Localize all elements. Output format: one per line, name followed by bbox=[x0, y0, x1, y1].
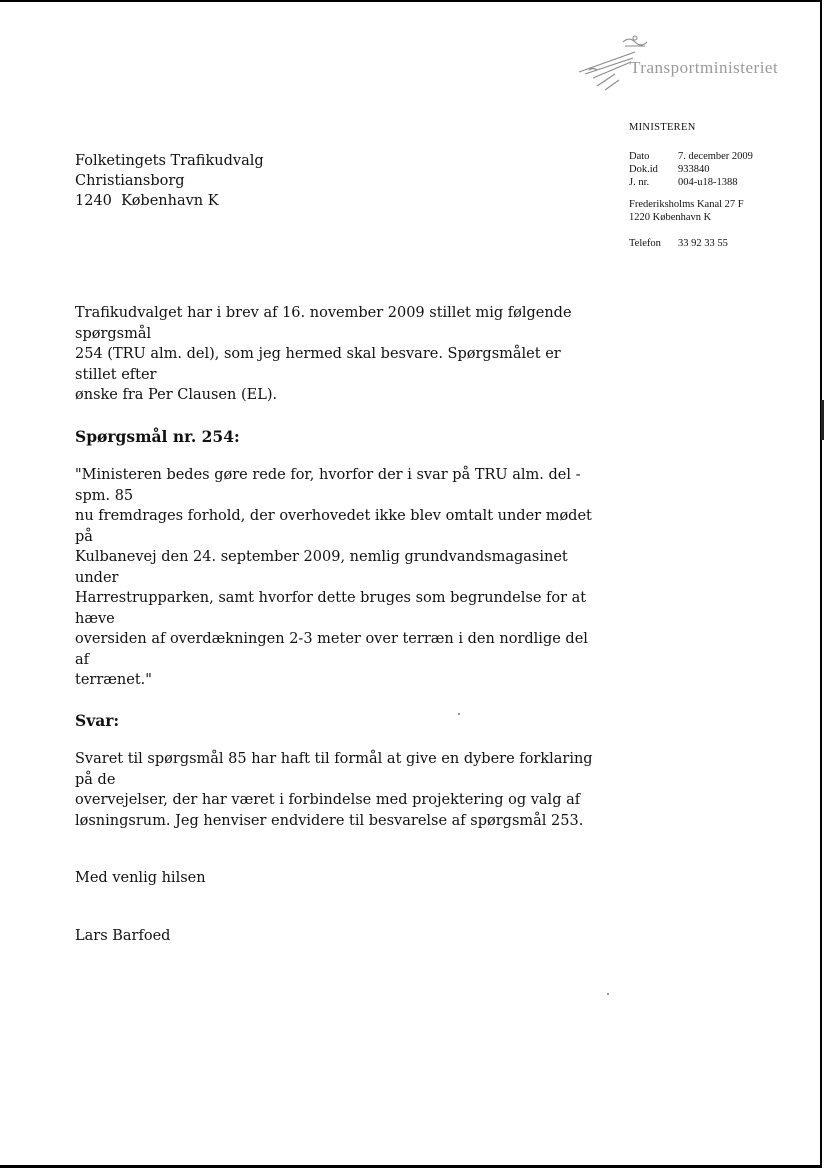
text-line: Harrestrupparken, samt hvorfor dette bruges som begrundelse for at hæve bbox=[75, 590, 587, 627]
text-line: ønske fra Per Clausen (EL). bbox=[75, 387, 278, 403]
intro-paragraph bbox=[75, 303, 595, 406]
phone-value: 33 92 33 55 bbox=[678, 238, 728, 249]
meta-value: 7. december 2009 bbox=[678, 151, 753, 162]
text-line: Svaret til spørgsmål 85 har haft til formål at give en dybere forklaring på de bbox=[75, 751, 593, 788]
signature-name: Lars Barfoed bbox=[75, 927, 171, 944]
address-line: 1220 København K bbox=[629, 212, 712, 223]
scan-speck bbox=[458, 713, 460, 715]
text-line: 254 (TRU alm. del), som jeg hermed skal besvare. Spørgsmålet er stillet efter bbox=[75, 346, 561, 383]
answer-heading: Svar: bbox=[75, 710, 120, 730]
text-line: "Ministeren bedes gøre rede for, hvorfor der i svar på TRU alm. del - spm. 85 bbox=[75, 467, 581, 504]
sender-address bbox=[629, 198, 809, 224]
letter-metadata bbox=[629, 121, 809, 250]
text-line: terrænet." bbox=[75, 672, 152, 688]
text-line: nu fremdrages forhold, der overhovedet ikke blev omtalt under mødet på bbox=[75, 508, 592, 545]
text-line: Kulbanevej den 24. september 2009, nemlig grundvandsmagasinet under bbox=[75, 549, 568, 586]
meta-row-date bbox=[629, 150, 809, 163]
meta-row-docid bbox=[629, 163, 809, 176]
sender-title: MINISTEREN bbox=[629, 122, 696, 133]
meta-row-journal bbox=[629, 176, 809, 189]
text-line: Trafikudvalget har i brev af 16. november 2009 stillet mig følgende spørgsmål bbox=[75, 305, 572, 342]
recipient-address bbox=[75, 151, 264, 211]
question-paragraph bbox=[75, 465, 595, 691]
sender-phone bbox=[629, 237, 809, 250]
answer-paragraph bbox=[75, 749, 595, 831]
meta-value: 004-u18-1388 bbox=[678, 177, 738, 188]
recipient-line: Folketingets Trafikudvalg bbox=[75, 153, 264, 169]
meta-label: J. nr. bbox=[629, 177, 650, 188]
ministry-name: Transportministeriet bbox=[630, 58, 779, 77]
scan-speck bbox=[607, 993, 609, 995]
recipient-line: Christiansborg bbox=[75, 173, 185, 189]
phone-label: Telefon bbox=[629, 238, 661, 249]
text-line: oversiden af overdækningen 2-3 meter over terræn i den nordlige del af bbox=[75, 631, 588, 668]
question-heading: Spørgsmål nr. 254: bbox=[75, 426, 240, 446]
text-line: overvejelser, der har været i forbindelse med projektering og valg af bbox=[75, 792, 581, 808]
meta-label: Dok.id bbox=[629, 164, 658, 175]
meta-label: Dato bbox=[629, 151, 650, 162]
text-line: løsningsrum. Jeg henviser endvidere til besvarelse af spørgsmål 253. bbox=[75, 812, 584, 829]
address-line: Frederiksholms Kanal 27 F bbox=[629, 199, 744, 210]
closing-salutation: Med venlig hilsen bbox=[75, 870, 206, 886]
ministry-logo bbox=[575, 30, 795, 100]
meta-value: 933840 bbox=[678, 164, 710, 175]
letter-body bbox=[75, 303, 595, 946]
recipient-line: 1240 København K bbox=[75, 193, 219, 209]
